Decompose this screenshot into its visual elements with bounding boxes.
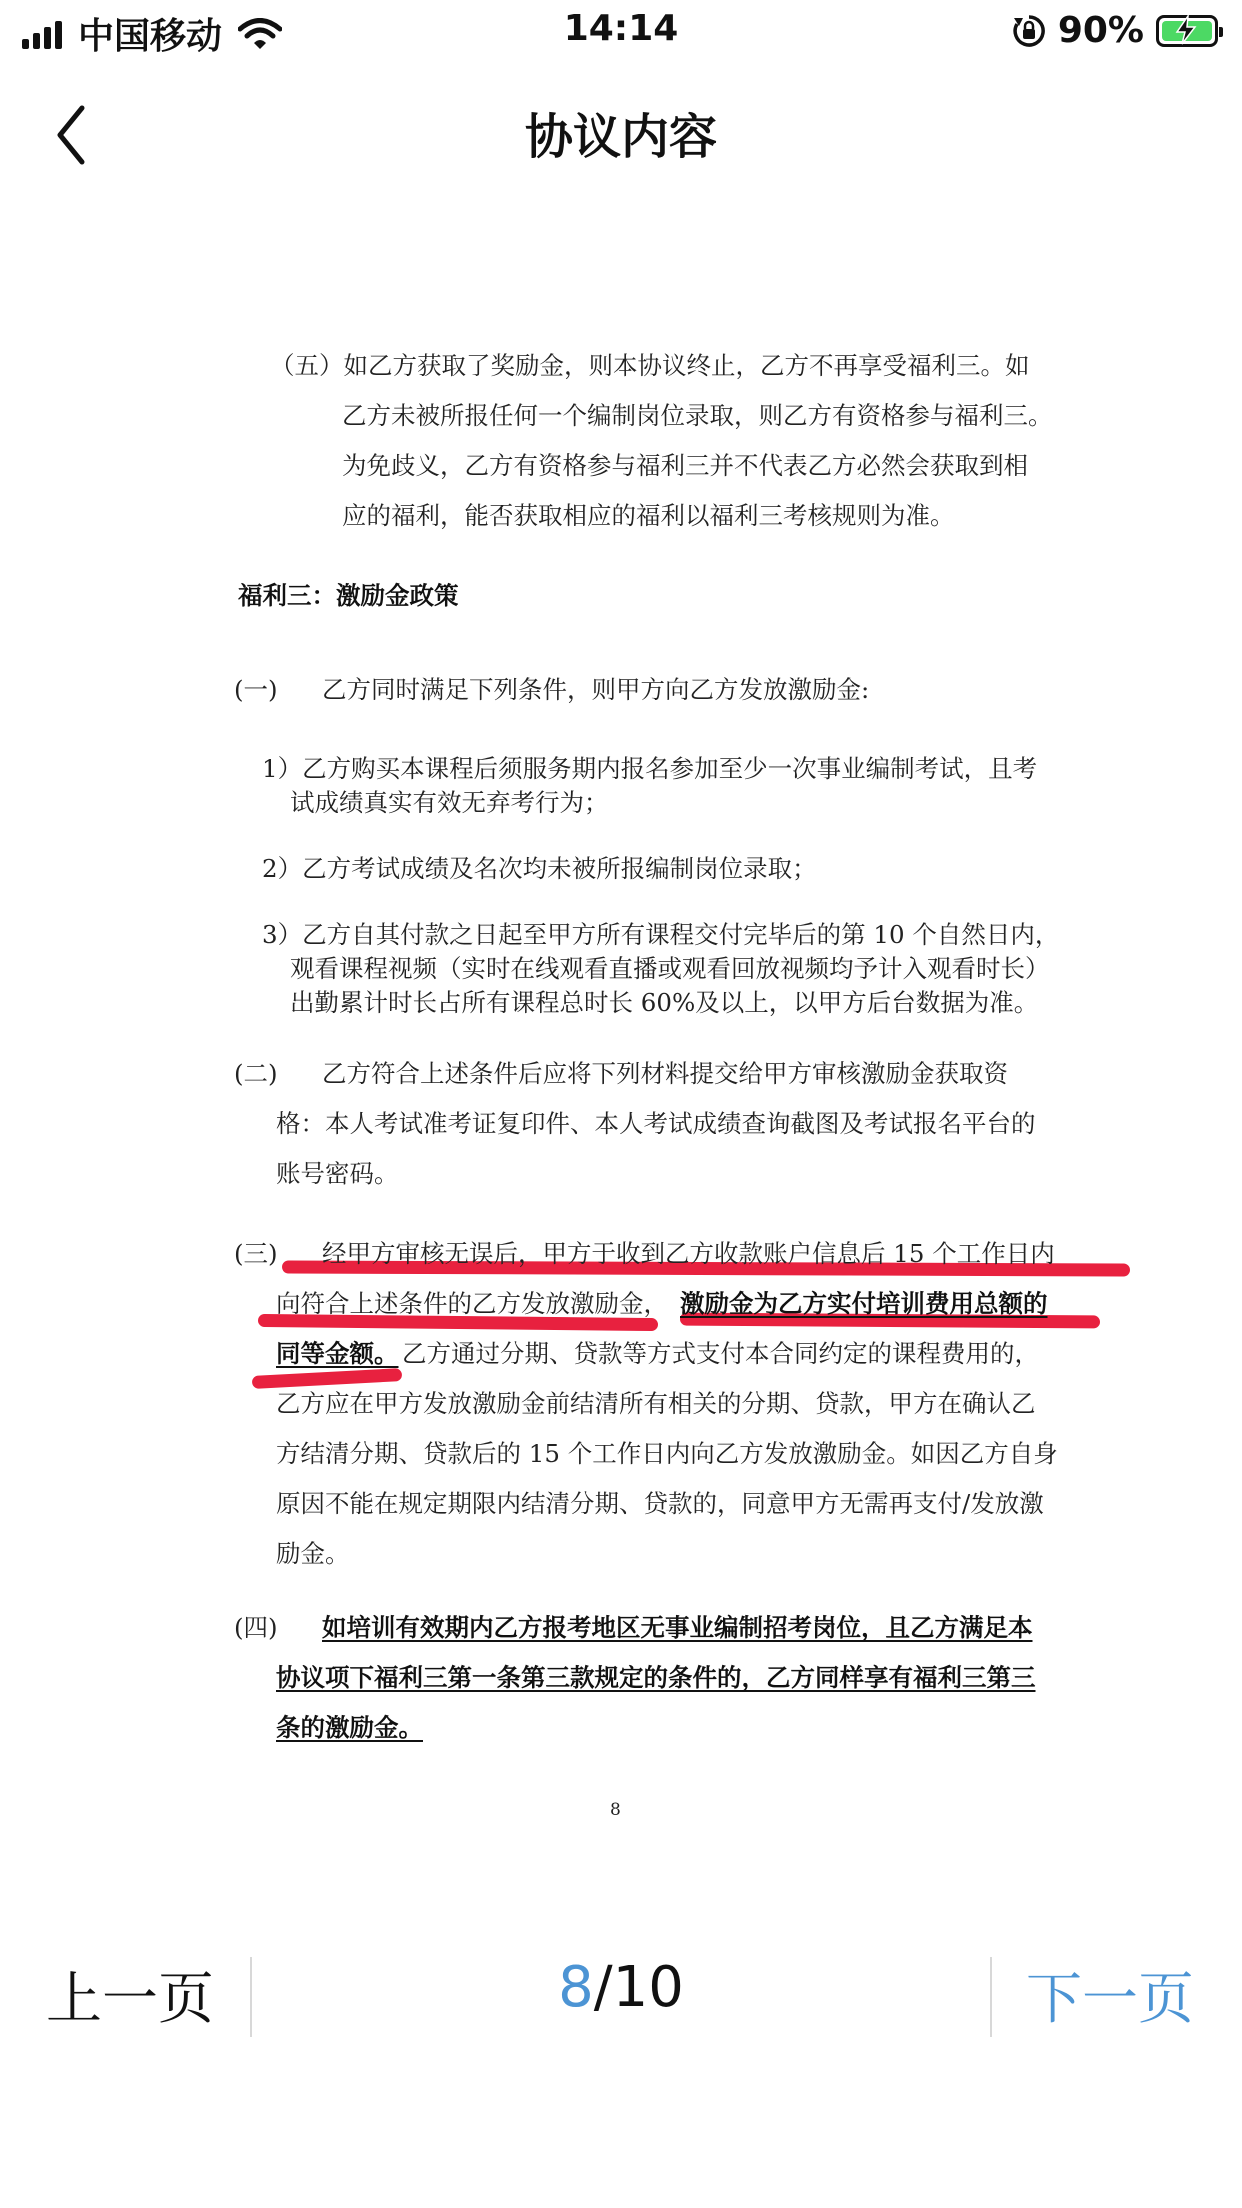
- s4-line-2: 协议项下福利三第一条第三款规定的条件的，乙方同样享有福利三第三: [276, 1663, 1036, 1692]
- current-page: 8: [558, 1955, 594, 2020]
- s3-line-2a: 向符合上述条件的乙方发放激励金，: [276, 1289, 668, 1318]
- condition-1-line-2: 试成绩真实有效无弃考行为；: [290, 788, 609, 817]
- s3-label: (三): [234, 1239, 278, 1268]
- s2-line-2: 格：本人考试准考证复印件、本人考试成绩查询截图及考试报名平台的: [276, 1109, 1036, 1138]
- s4-line-3: 条的激励金。: [276, 1713, 423, 1742]
- s1-text: 乙方同时满足下列条件，则甲方向乙方发放激励金:: [322, 675, 870, 704]
- condition-3-line-2: 观看课程视频（实时在线观看直播或观看回放视频均予计入观看时长）: [290, 954, 1050, 983]
- pager-divider-right: [990, 1957, 992, 2037]
- s3-line-5: 方结清分期、贷款后的 15 个工作日内向乙方发放激励金。如因乙方自身: [276, 1439, 1058, 1468]
- total-pages: /10: [593, 1955, 684, 2020]
- item-5-line-3: 为免歧义，乙方有资格参与福利三并不代表乙方必然会获取到相: [342, 451, 1028, 480]
- prev-page-button[interactable]: 上一页: [46, 1967, 214, 2032]
- status-time: 14:14: [563, 8, 679, 49]
- pager-bar: [0, 1935, 1242, 2045]
- condition-2: 2）乙方考试成绩及名次均未被所报编制岗位录取；: [262, 854, 817, 883]
- s3-line-3b: 乙方通过分期、贷款等方式支付本合同约定的课程费用的，: [402, 1339, 1039, 1368]
- item-5-line-1: （五）如乙方获取了奖励金，则本协议终止，乙方不再享受福利三。如: [270, 351, 1030, 380]
- s2-line-1: 乙方符合上述条件后应将下列材料提交给甲方审核激励金获取资: [322, 1059, 1008, 1088]
- s1-label: (一): [234, 675, 278, 704]
- item-5-line-4: 应的福利，能否获取相应的福利以福利三考核规则为准。: [342, 501, 955, 530]
- s3-line-4: 乙方应在甲方发放激励金前结清所有相关的分期、贷款，甲方在确认乙: [276, 1389, 1036, 1418]
- s3-line-6: 原因不能在规定期限内结清分期、贷款的，同意甲方无需再支付/发放激: [276, 1489, 1044, 1518]
- item-5-line-2: 乙方未被所报任何一个编制岗位录取，则乙方有资格参与福利三。: [342, 401, 1053, 430]
- s2-line-3: 账号密码。: [276, 1159, 399, 1188]
- s3-line-7: 励金。: [276, 1539, 350, 1568]
- s2-label: (二): [234, 1059, 278, 1088]
- s4-label: (四): [234, 1613, 278, 1642]
- condition-1-line-1: 1）乙方购买本课程后须服务期内报名参加至少一次事业编制考试，且考: [262, 754, 1038, 783]
- page-title: 协议内容: [524, 109, 717, 165]
- carrier-name: 中国移动: [78, 16, 223, 57]
- s3-line-1: 经甲方审核无误后，甲方于收到乙方收款账户信息后 15 个工作日内: [322, 1239, 1055, 1268]
- condition-3-line-3: 出勤累计时长占所有课程总时长 60%及以上，以甲方后台数据为准。: [290, 988, 1039, 1017]
- battery-percent: 90%: [1057, 10, 1144, 51]
- condition-3-line-1: 3）乙方自其付款之日起至甲方所有课程交付完毕后的第 10 个自然日内，: [262, 920, 1060, 949]
- document-page-number: 8: [610, 1800, 621, 1820]
- s3-line-2b-emphasis: 激励金为乙方实付培训费用总额的: [680, 1289, 1048, 1318]
- section-title: 福利三：激励金政策: [238, 581, 459, 610]
- s4-line-1: 如培训有效期内乙方报考地区无事业编制招考岗位，且乙方满足本: [322, 1613, 1033, 1642]
- s3-line-3a-emphasis: 同等金额。: [276, 1339, 399, 1368]
- next-page-button[interactable]: 下一页: [1026, 1967, 1194, 2032]
